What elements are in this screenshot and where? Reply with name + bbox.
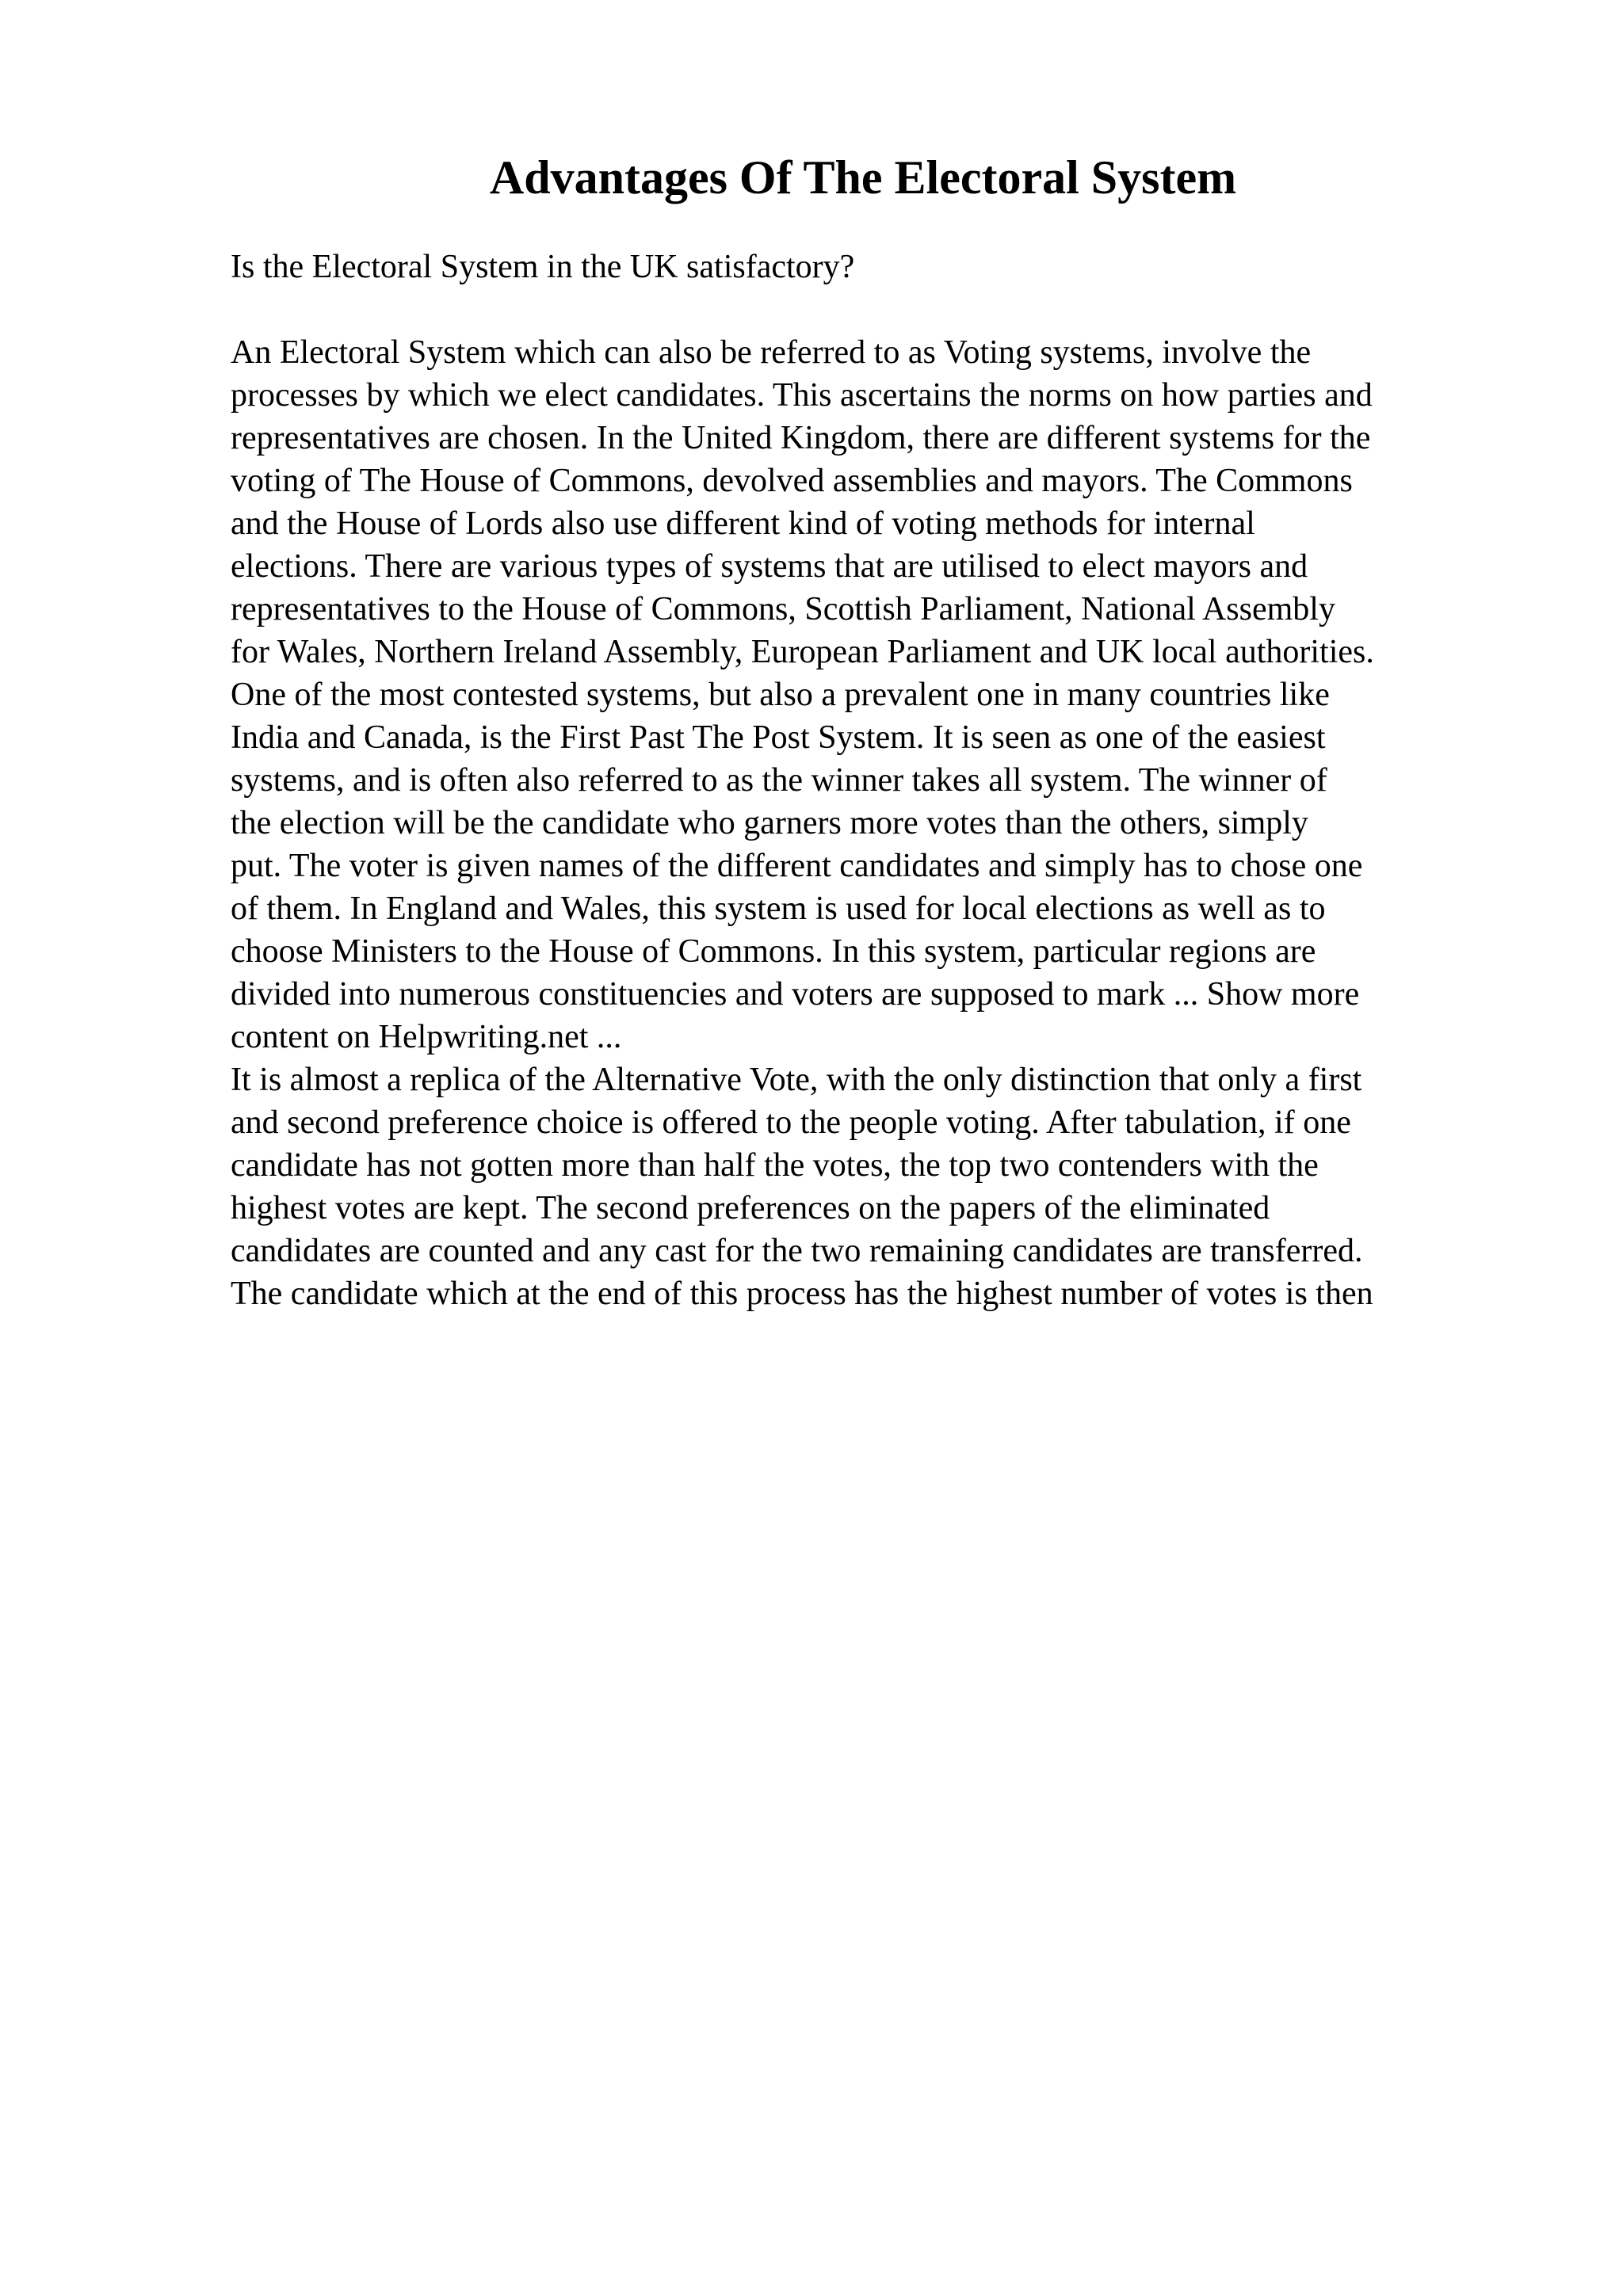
paragraph-line: for Wales, Northern Ireland Assembly, European Parliament and UK local authorities. (231, 634, 1374, 670)
document-body (231, 246, 1514, 1315)
paragraph-line: voting of The House of Commons, devolved assemblies and mayors. The Commons (231, 463, 1353, 499)
paragraph-line: processes by which we elect candidates. This ascertains the norms on how parties and (231, 377, 1373, 414)
paragraph-line: highest votes are kept. The second preferences on the papers of the eliminated (231, 1190, 1270, 1226)
paragraph-gap (231, 288, 1514, 331)
paragraph-line: content on Helpwriting.net ... (231, 1019, 622, 1055)
paragraph-line: systems, and is often also referred to as the winner takes all system. The winner of (231, 762, 1327, 799)
paragraph-line: choose Ministers to the House of Commons. In this system, particular regions are (231, 933, 1316, 970)
paragraph-line: elections. There are various types of systems that are utilised to elect mayors and (231, 548, 1308, 585)
paragraph-line: divided into numerous constituencies and voters are supposed to mark ... Show more (231, 976, 1360, 1013)
paragraph-line: The candidate which at the end of this process has the highest number of votes is then (231, 1276, 1373, 1312)
paragraph-2 (231, 1058, 1514, 1315)
paragraph-line: the election will be the candidate who garners more votes than the others, simply (231, 805, 1308, 841)
paragraph-line: and the House of Lords also use different kind of voting methods for internal (231, 505, 1255, 542)
paragraph-line: and second preference choice is offered to the people voting. After tabulation, if one (231, 1104, 1351, 1141)
paragraph-line: It is almost a replica of the Alternative Vote, with the only distinction that only a first (231, 1062, 1362, 1098)
paragraph-line: India and Canada, is the First Past The Post System. It is seen as one of the easiest (231, 719, 1326, 756)
paragraph-1 (231, 331, 1514, 1058)
page-title: Advantages Of The Electoral System (489, 151, 1237, 204)
paragraph-line: candidate has not gotten more than half the votes, the top two contenders with the (231, 1147, 1319, 1184)
paragraph-line: An Electoral System which can also be referred to as Voting systems, involve the (231, 334, 1312, 371)
paragraph-line: representatives are chosen. In the United Kingdom, there are different systems for the (231, 420, 1371, 456)
paragraph-line: put. The voter is given names of the different candidates and simply has to chose one (231, 848, 1363, 884)
paragraph-line: of them. In England and Wales, this system is used for local elections as well as to (231, 891, 1326, 927)
paragraph-line: candidates are counted and any cast for the two remaining candidates are transferred. (231, 1233, 1363, 1269)
question-line: Is the Electoral System in the UK satisfactory? (231, 249, 855, 285)
paragraph-line: representatives to the House of Commons, Scottish Parliament, National Assembly (231, 591, 1335, 627)
paragraph-line: One of the most contested systems, but also a prevalent one in many countries like (231, 677, 1330, 713)
